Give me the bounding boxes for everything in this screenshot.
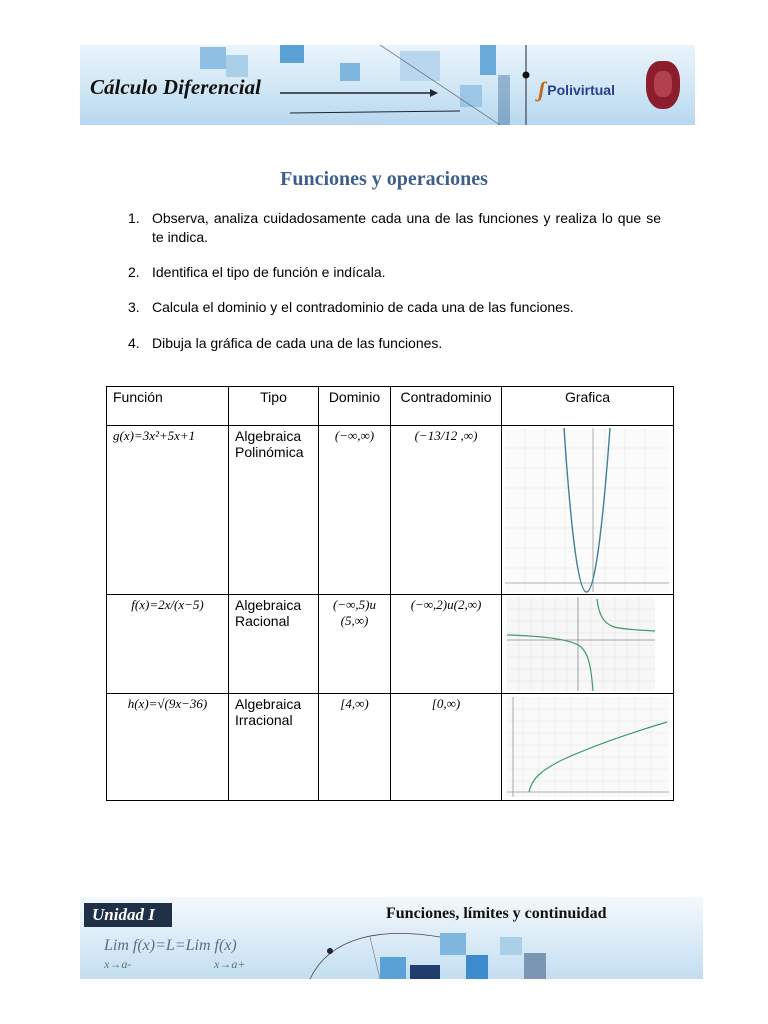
instruction-text: Calcula el dominio y el contradominio de cada una de las funciones. [152, 299, 574, 315]
instruction-item [128, 263, 661, 282]
function-cell: g(x)=3x²+5x+1 [107, 426, 229, 595]
document-title: Funciones y operaciones [280, 168, 488, 190]
rational-graph [502, 595, 673, 693]
function-cell: f(x)=2x/(x−5) [107, 595, 229, 694]
instruction-number: 2. [128, 264, 140, 280]
domain-cell [319, 595, 391, 694]
type-line: Racional [235, 613, 290, 629]
limit-formula: Lim f(x)=L=Lim f(x) [104, 937, 237, 954]
course-title: Cálculo Diferencial [90, 75, 261, 99]
instruction-text: Observa, analiza cuidadosamente cada una de las funciones y realiza lo que se te indica. [152, 210, 661, 245]
table-row [107, 694, 674, 801]
instruction-text: Dibuja la gráfica de cada una de las funciones. [152, 335, 443, 351]
table-row [107, 595, 674, 694]
range-cell: (−∞,2)u(2,∞) [391, 595, 502, 694]
graph-cell [502, 426, 674, 595]
logo-text: Polivirtual [547, 82, 615, 98]
footer-banner [80, 897, 703, 979]
instruction-number: 1. [128, 210, 140, 226]
domain-cell [319, 426, 391, 595]
table-header-row [107, 387, 674, 426]
header-tipo: Tipo [229, 387, 319, 426]
type-cell [229, 595, 319, 694]
function-cell: h(x)=√(9x−36) [107, 694, 229, 801]
limit-sub-left: x→a- [104, 957, 132, 971]
instruction-item [128, 334, 661, 353]
domain-cell [319, 694, 391, 801]
header-funcion: Función [107, 387, 229, 426]
header-grafica: Grafica [502, 387, 674, 426]
functions-table [106, 386, 674, 801]
unit-badge: Unidad I [84, 903, 172, 927]
domain-line: (−∞,5)u [333, 597, 376, 612]
instruction-text: Identifica el tipo de función e indícala. [152, 264, 386, 280]
limit-sub-right: x→a+ [214, 957, 246, 971]
instruction-number: 3. [128, 299, 140, 315]
header-banner [80, 45, 695, 125]
sqrt-graph [502, 694, 673, 800]
type-cell [229, 426, 319, 595]
type-line: Irracional [235, 712, 293, 728]
parabola-graph [502, 426, 673, 594]
table-row [107, 426, 674, 595]
domain-line: [4,∞) [340, 696, 369, 711]
type-line: Algebraica [235, 428, 302, 444]
range-cell: (−13/12 ,∞) [391, 426, 502, 595]
ipn-seal-inner [654, 71, 672, 97]
instruction-number: 4. [128, 335, 140, 351]
instruction-item [128, 209, 661, 247]
domain-line: (5,∞) [340, 613, 369, 628]
type-line: Algebraica [235, 597, 302, 613]
polivirtual-logo: ʃ Polivirtual [538, 77, 615, 102]
range-cell: [0,∞) [391, 694, 502, 801]
unit-subtitle: Funciones, límites y continuidad [386, 905, 607, 922]
graph-cell [502, 694, 674, 801]
instruction-item [128, 298, 661, 317]
type-line: Algebraica [235, 696, 302, 712]
domain-line: (−∞,∞) [334, 428, 375, 443]
graph-cell [502, 595, 674, 694]
type-line: Polinómica [235, 444, 304, 460]
header-contradominio: Contradominio [391, 387, 502, 426]
type-cell [229, 694, 319, 801]
header-dominio: Dominio [319, 387, 391, 426]
